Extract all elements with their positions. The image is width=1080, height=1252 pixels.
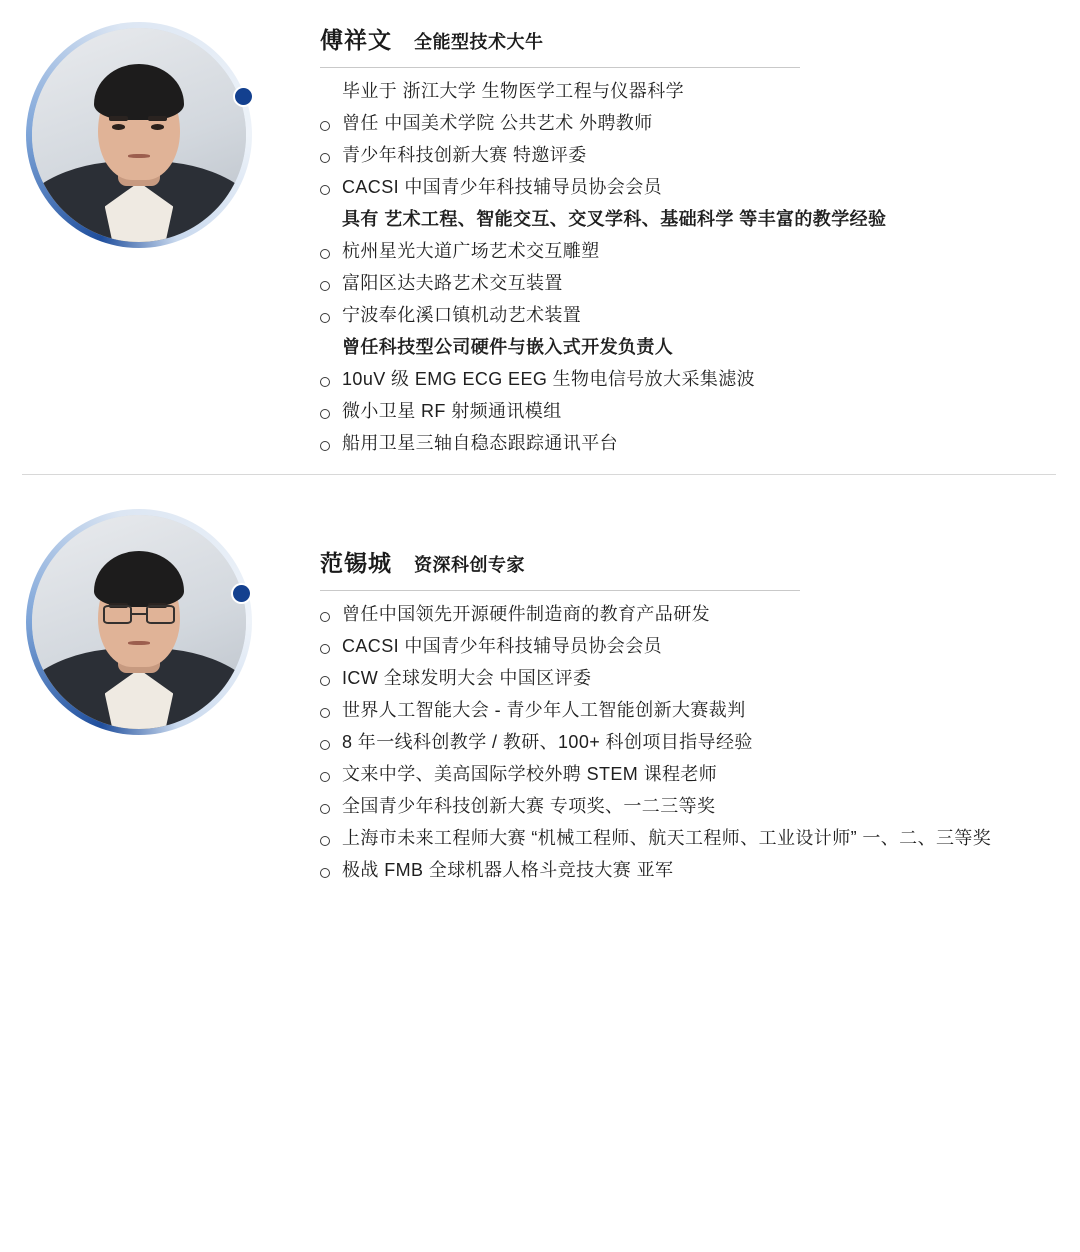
portrait-eye-left xyxy=(112,124,125,130)
list-item-text: 文来中学、美高国际学校外聘 STEM 课程老师 xyxy=(342,764,718,784)
list-item-text: 微小卫星 RF 射频通讯模组 xyxy=(342,401,562,421)
list-item-text: 世界人工智能大会 - 青少年人工智能创新大赛裁判 xyxy=(342,700,746,720)
glasses-icon xyxy=(103,605,176,624)
list-item-text: 杭州星光大道广场艺术交互雕塑 xyxy=(342,241,600,261)
list-item-text: 曾任中国领先开源硬件制造商的教育产品研发 xyxy=(342,604,710,624)
list-item xyxy=(320,847,1040,879)
list-item-text: CACSI 中国青少年科技辅导员协会会员 xyxy=(342,636,663,656)
profile-name: 范锡城 xyxy=(320,550,392,576)
avatar-photo-1 xyxy=(32,28,246,242)
accent-dot-icon xyxy=(233,585,250,602)
list-item xyxy=(320,815,1040,847)
profile-content-2 xyxy=(258,497,1040,879)
list-item-heading xyxy=(320,324,1040,356)
bullet-icon xyxy=(320,121,330,131)
avatar-photo-2 xyxy=(32,515,246,729)
bullet-icon xyxy=(320,345,330,355)
list-item xyxy=(320,420,1040,452)
list-item-text: 具有 艺术工程、智能交互、交叉学科、基础科学 等丰富的教学经验 xyxy=(342,209,887,229)
bullet-icon xyxy=(320,836,330,846)
glasses-bridge xyxy=(132,613,147,615)
list-item xyxy=(320,260,1040,292)
list-item xyxy=(320,100,1040,132)
list-item xyxy=(320,388,1040,420)
bullet-icon xyxy=(320,708,330,718)
bullet-icon xyxy=(320,868,330,878)
glasses-lens-right xyxy=(146,605,175,624)
list-item-text: 青少年科技创新大赛 特邀评委 xyxy=(342,145,587,165)
list-item xyxy=(320,719,1040,751)
list-item-text: 船用卫星三轴自稳态跟踪通讯平台 xyxy=(342,433,618,453)
avatar xyxy=(18,503,258,743)
bullet-icon xyxy=(320,676,330,686)
portrait-mouth xyxy=(128,154,149,158)
list-item-text: 10uV 级 EMG ECG EEG 生物电信号放大采集滤波 xyxy=(342,369,756,389)
profile-name: 傅祥文 xyxy=(320,27,392,53)
bullet-icon xyxy=(320,740,330,750)
list-item xyxy=(320,591,1040,623)
list-item-text: 宁波奉化溪口镇机动艺术装置 xyxy=(342,305,582,325)
profile-content-1 xyxy=(258,10,1040,452)
portrait-brow-right xyxy=(148,116,167,121)
profile-header-2 xyxy=(320,545,800,591)
list-item-text: 曾任 中国美术学院 公共艺术 外聘教师 xyxy=(342,113,653,133)
bullet-icon xyxy=(320,644,330,654)
credential-list-1 xyxy=(320,68,1040,452)
list-item xyxy=(320,132,1040,164)
list-item-text: 极战 FMB 全球机器人格斗竞技大赛 亚军 xyxy=(342,860,674,880)
bullet-icon xyxy=(320,409,330,419)
bullet-icon xyxy=(320,185,330,195)
list-item-text: CACSI 中国青少年科技辅导员协会会员 xyxy=(342,177,663,197)
portrait-illustration xyxy=(32,28,246,242)
list-item-text: ICW 全球发明大会 中国区评委 xyxy=(342,668,592,688)
bullet-icon xyxy=(320,281,330,291)
list-item-text: 富阳区达夫路艺术交互装置 xyxy=(342,273,563,293)
bullet-icon xyxy=(320,804,330,814)
list-item xyxy=(320,292,1040,324)
portrait-eye-right xyxy=(151,124,164,130)
list-item xyxy=(320,623,1040,655)
profile-title: 资深科创专家 xyxy=(414,555,525,575)
list-item-text: 曾任科技型公司硬件与嵌入式开发负责人 xyxy=(342,337,674,357)
list-item xyxy=(320,356,1040,388)
list-item-text: 8 年一线科创教学 / 教研、100+ 科创项目指导经验 xyxy=(342,732,753,752)
profile-card-1 xyxy=(0,0,1080,452)
list-item-text: 毕业于 浙江大学 生物医学工程与仪器科学 xyxy=(342,81,684,101)
portrait-mouth xyxy=(128,641,149,645)
bullet-icon xyxy=(320,772,330,782)
bullet-icon xyxy=(320,217,330,227)
list-item-heading xyxy=(320,196,1040,228)
list-item-text: 全国青少年科技创新大赛 专项奖、一二三等奖 xyxy=(342,796,716,816)
list-item xyxy=(320,655,1040,687)
list-item xyxy=(320,783,1040,815)
accent-dot-icon xyxy=(235,88,252,105)
bullet-icon xyxy=(320,313,330,323)
portrait-illustration xyxy=(32,515,246,729)
portrait-brow-left xyxy=(109,116,128,121)
bullet-icon xyxy=(320,377,330,387)
bullet-icon xyxy=(320,249,330,259)
bullet-icon xyxy=(320,612,330,622)
list-item xyxy=(320,228,1040,260)
list-item-text: 上海市未来工程师大赛 “机械工程师、航天工程师、工业设计师” 一、二、三等奖 xyxy=(342,828,992,848)
profile-title: 全能型技术大牛 xyxy=(414,32,544,52)
bullet-icon xyxy=(320,89,330,99)
glasses-lens-left xyxy=(103,605,132,624)
bullet-icon xyxy=(320,153,330,163)
list-item xyxy=(320,68,1040,100)
profile-card-2 xyxy=(0,475,1080,879)
credential-list-2 xyxy=(320,591,1040,879)
list-item xyxy=(320,687,1040,719)
avatar xyxy=(18,16,258,256)
profile-header-1 xyxy=(320,22,800,68)
bullet-icon xyxy=(320,441,330,451)
list-item xyxy=(320,164,1040,196)
list-item xyxy=(320,751,1040,783)
